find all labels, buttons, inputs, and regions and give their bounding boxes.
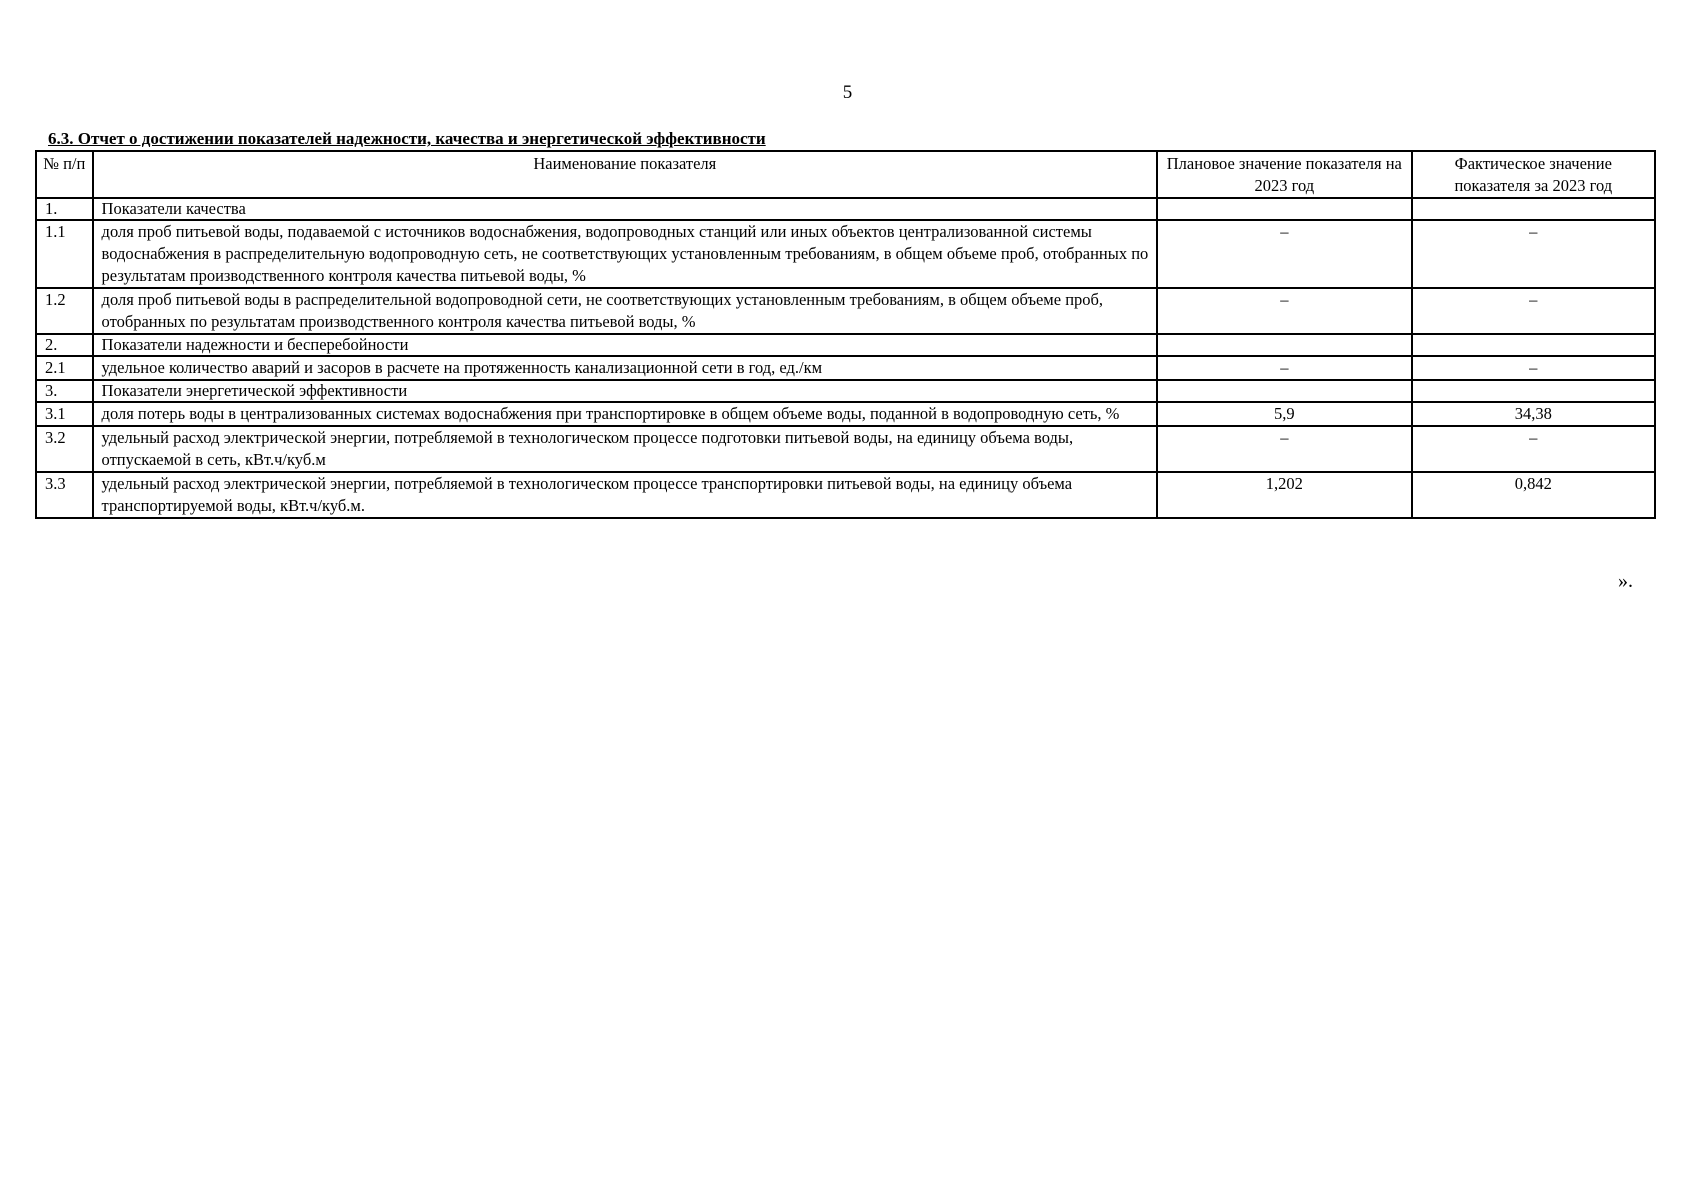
table-row (36, 356, 1655, 380)
header-num: № п/п (36, 151, 93, 198)
row-plan: – (1157, 288, 1412, 334)
row-num: 3.2 (36, 426, 93, 472)
row-name: доля проб питьевой воды, подаваемой с источников водоснабжения, водопроводных станций или иных объектов централизованной системы водоснабжения в распределительную водопроводную сеть, не соответствующих установленным требованиям, в общем объеме проб, отобранных по результатам производственного контроля качества питьевой воды, % (93, 220, 1158, 288)
row-fact (1412, 334, 1655, 356)
row-num: 3. (36, 380, 93, 402)
table-row (36, 402, 1655, 426)
row-fact: 0,842 (1412, 472, 1655, 518)
row-name: Показатели качества (93, 198, 1158, 220)
row-fact: – (1412, 220, 1655, 288)
row-fact (1412, 380, 1655, 402)
table-row (36, 380, 1655, 402)
indicators-table (35, 150, 1656, 519)
row-name: удельное количество аварий и засоров в расчете на протяженность канализационной сети в год, ед./км (93, 356, 1158, 380)
row-name: доля проб питьевой воды в распределительной водопроводной сети, не соответствующих установленным требованиям, в общем объеме проб, отобранных по результатам производственного контроля качества питьевой воды, % (93, 288, 1158, 334)
header-plan: Плановое значение показателя на 2023 год (1157, 151, 1412, 198)
section-title: 6.3. Отчет о достижении показателей надежности, качества и энергетической эффективности (48, 129, 766, 148)
row-plan: – (1157, 220, 1412, 288)
row-name: удельный расход электрической энергии, потребляемой в технологическом процессе транспортировки питьевой воды, на единицу объема транспортируемой воды, кВт.ч/куб.м. (93, 472, 1158, 518)
table-row (36, 198, 1655, 220)
row-plan: 5,9 (1157, 402, 1412, 426)
row-name: удельный расход электрической энергии, потребляемой в технологическом процессе подготовки питьевой воды, на единицу объема воды, отпускаемой в сеть, кВт.ч/куб.м (93, 426, 1158, 472)
row-name: доля потерь воды в централизованных системах водоснабжения при транспортировке в общем объеме воды, поданной в водопроводную сеть, % (93, 402, 1158, 426)
row-num: 1.2 (36, 288, 93, 334)
row-plan (1157, 334, 1412, 356)
row-fact: – (1412, 426, 1655, 472)
row-name: Показатели надежности и бесперебойности (93, 334, 1158, 356)
row-num: 2. (36, 334, 93, 356)
row-plan: – (1157, 426, 1412, 472)
row-plan: 1,202 (1157, 472, 1412, 518)
page-number: 5 (842, 82, 853, 103)
row-fact (1412, 198, 1655, 220)
row-num: 3.1 (36, 402, 93, 426)
table-row (36, 334, 1655, 356)
row-plan (1157, 380, 1412, 402)
table-row (36, 472, 1655, 518)
table-row (36, 288, 1655, 334)
row-num: 2.1 (36, 356, 93, 380)
table-row (36, 220, 1655, 288)
header-fact: Фактическое значение показателя за 2023 год (1412, 151, 1655, 198)
row-num: 1. (36, 198, 93, 220)
row-fact: – (1412, 288, 1655, 334)
row-num: 1.1 (36, 220, 93, 288)
row-num: 3.3 (36, 472, 93, 518)
closing-quote: ». (1618, 570, 1633, 592)
row-plan (1157, 198, 1412, 220)
row-fact: 34,38 (1412, 402, 1655, 426)
table-row (36, 426, 1655, 472)
header-name: Наименование показателя (93, 151, 1158, 198)
row-name: Показатели энергетической эффективности (93, 380, 1158, 402)
table-header-row (36, 151, 1655, 198)
row-plan: – (1157, 356, 1412, 380)
row-fact: – (1412, 356, 1655, 380)
